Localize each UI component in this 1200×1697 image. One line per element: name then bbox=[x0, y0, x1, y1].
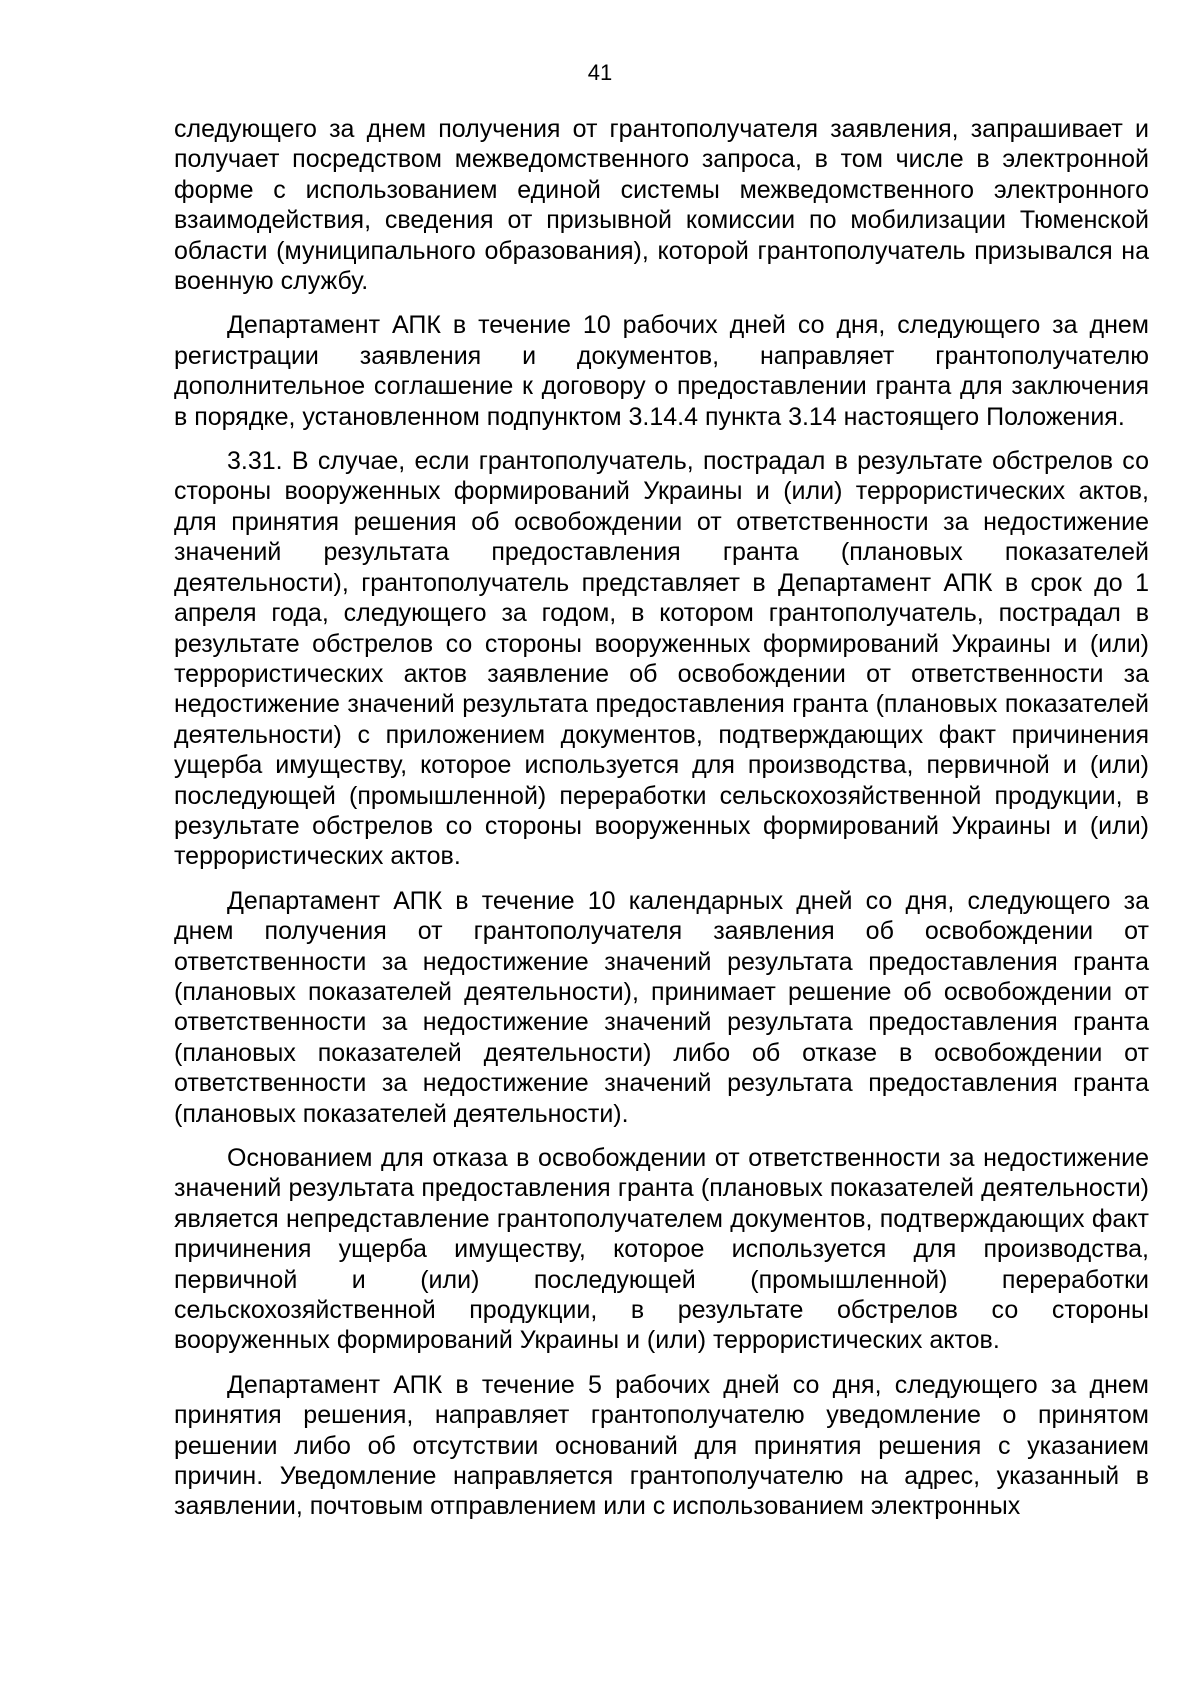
document-body bbox=[174, 114, 1149, 1522]
paragraph-supplementary-agreement: Департамент АПК в течение 10 рабочих дней со дня, следующего за днем регистрации заявления и документов, направляет грантополучателю дополнительное соглашение к договору о предоставлении гранта для заключения в порядке, установленном подпунктом 3.14.4 пункта 3.14 настоящего Положения. bbox=[174, 311, 1149, 431]
paragraph-notification: Департамент АПК в течение 5 рабочих дней со дня, следующего за днем принятия решения, направляет грантополучателю уведомление о принятом решении либо об отсутствии оснований для принятия решения с указанием причин. Уведомление направляется грантополучателю на адрес, указанный в заявлении, почтовым отправлением или с использованием электронных bbox=[174, 1370, 1149, 1521]
paragraph-refusal-grounds: Основанием для отказа в освобождении от ответственности за недостижение значений результата предоставления гранта (плановых показателей деятельности) является непредставление грантополучателем документов, подтверждающих факт причинения ущерба имуществу, которое используется для производства, первичной и (или) последующей (промышленной) переработки сельскохозяйственной продукции, в результате обстрелов со стороны вооруженных формирований Украины и (или) террористических актов. bbox=[174, 1144, 1149, 1355]
page-number: 41 bbox=[587, 60, 613, 85]
paragraph-continuation: следующего за днем получения от грантополучателя заявления, запрашивает и получает посредством межведомственного запроса, в том числе в электронной форме с использованием единой системы межведомственного электронного взаимодействия, сведения от призывной комиссии по мобилизации Тюменской области (муниципального образования), которой грантополучатель призывался на военную службу. bbox=[174, 115, 1149, 296]
paragraph-clause-3-31: 3.31. В случае, если грантополучатель, пострадал в результате обстрелов со стороны вооруженных формирований Украины и (или) террористических актов, для принятия решения об освобождении от ответственности за недостижение значений результата предоставления гранта (плановых показателей деятельности), грантополучатель представляет в Департамент АПК в срок до 1 апреля года, следующего за годом, в котором грантополучатель, пострадал в результате обстрелов со стороны вооруженных формирований Украины и (или) террористических актов заявление об освобождении от ответственности за недостижение значений результата предоставления гранта (плановых показателей деятельности) с приложением документов, подтверждающих факт причинения ущерба имуществу, которое используется для производства, первичной и (или) последующей (промышленной) переработки сельскохозяйственной продукции, в результате обстрелов со стороны вооруженных формирований Украины и (или) террористических актов. bbox=[174, 447, 1149, 871]
paragraph-decision-deadline: Департамент АПК в течение 10 календарных дней со дня, следующего за днем получения от грантополучателя заявления об освобождении от ответственности за недостижение значений результата предоставления гранта (плановых показателей деятельности), принимает решение об освобождении от ответственности за недостижение значений результата предоставления гранта (плановых показателей деятельности) либо об отказе в освобождении от ответственности за недостижение значений результата предоставления гранта (плановых показателей деятельности). bbox=[174, 886, 1149, 1128]
